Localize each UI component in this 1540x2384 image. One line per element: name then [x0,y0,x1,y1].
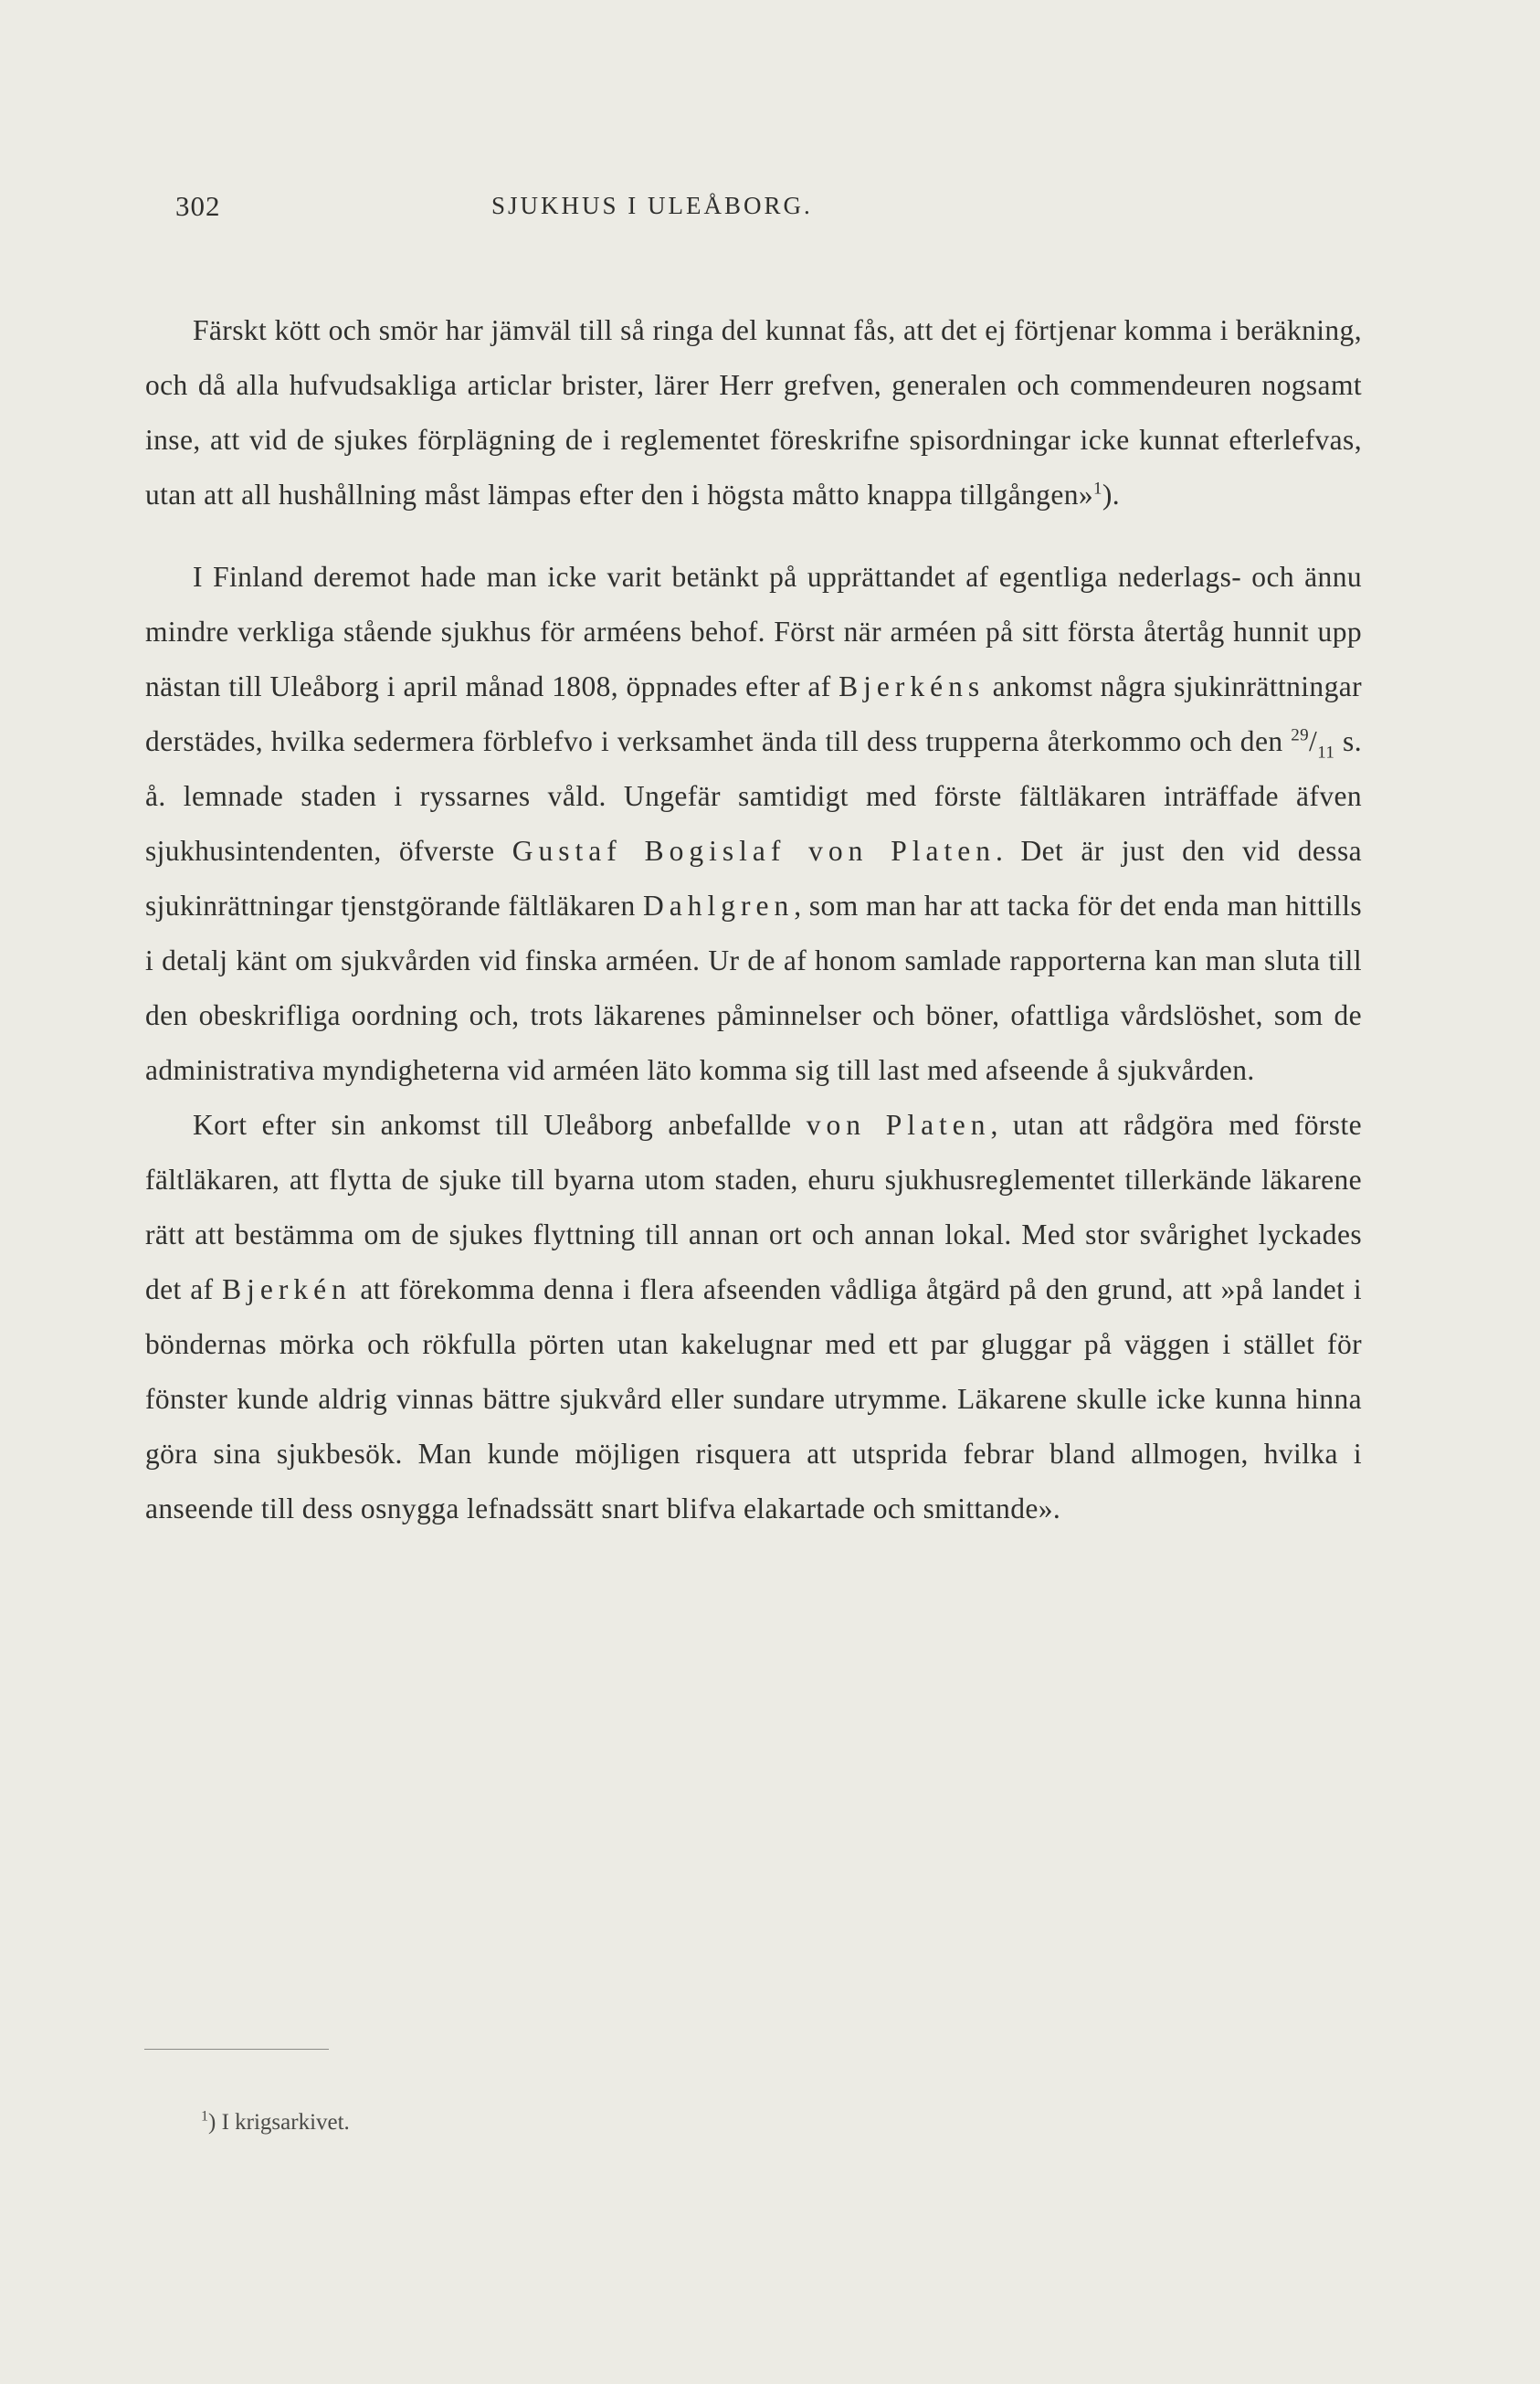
paragraph-2-text: s. å. lemnade staden i ryssarnes våld. Ungefär samtidigt med förste fältläkaren inträffade äfven sjukhusintendenten, öfverste [145,725,1362,867]
paragraph-2-text: ankomst några sjukinrättningar derstädes, hvilka sedermera förblefvo i verksamhet ända till dess trupperna återkommo och den [145,670,1362,757]
paragraph-2 [145,550,1362,1098]
name-bjerken: Bjerkéns [839,670,986,702]
page-header [175,190,1363,236]
footnote-text: ) I krigsarkivet. [208,2110,350,2135]
name-platen: von Platen [806,1109,991,1141]
name-dahlgren: Dahlgren [643,890,795,922]
paragraph-1-end: ). [1102,479,1121,511]
name-bjerken: Bjerkén [222,1273,352,1305]
page-number: 302 [175,190,221,222]
name-platen: Gustaf Bogislaf von Platen [512,835,996,867]
paragraph-2-text: . Det är just den vid dessa sjukinrättningar tjenstgörande fältläkaren [145,835,1362,922]
date-separator: / [1309,725,1318,757]
paragraph-2-text: I Finland deremot hade man icke varit betänkt på upprättandet af egentliga nederlags- och ännu mindre verkliga stående sjukhus för arméens behof. Först när arméen på sitt första återtåg hunnit upp nästan till Uleåborg i april månad 1808, öppnades efter af [145,561,1362,702]
footnote-reference: 1 [1093,479,1102,499]
paragraph-2-text: , som man har att tacka för det enda man hittills i detalj känt om sjukvården vid finska arméen. Ur de af honom samlade rapporterna kan man sluta till den obeskrifliga oordning och, trots läkarenes påminnelser och böner, ofattliga vårdslöshet, som de administrativa myndigheterna vid arméen läto komma sig till last med afseende å sjukvården. [145,890,1363,1086]
footnote-divider [144,2049,329,2050]
paragraph-3-text: Kort efter sin ankomst till Uleåborg anbefallde [193,1109,807,1141]
footnote-marker: 1 [201,2108,208,2125]
paragraph-3-text: , utan att rådgöra med förste fältläkaren, att flytta de sjuke till byarna utom staden, ehuru sjukhusreglementet tillerkände läkarene rätt att bestämma om de sjukes flyttning till annan ort och annan lokal. Med stor svårighet lyckades det af [145,1109,1362,1305]
paragraph-1-text: Färskt kött och smör har jämväl till så ringa del kunnat fås, att det ej förtjenar komma i beräkning, och då alla hufvudsakliga articlar brister, lärer Herr grefven, generalen och commendeuren nogsamt inse, att vid de sjukes förplägning de i reglementet föreskrifne spisordningar icke kunnat efterlefvas, utan att all hushållning måst lämpas efter den i högsta måtto knappa tillgången» [145,314,1362,511]
paragraph-3 [145,1098,1362,1536]
body-text [145,303,1362,1536]
footnote [201,2110,350,2136]
date-month: 11 [1317,743,1335,763]
running-head: SJUKHUS I ULEÅBORG. [491,192,813,219]
paragraph-3-text: att förekomma denna i flera afseenden vådliga åtgärd på den grund, att »på landet i böndernas mörka och rökfulla pörten utan kakelugnar med ett par gluggar på väggen i stället för fönster kunde aldrig vinnas bättre sjukvård eller sundare utrymme. Läkarene skulle icke kunna hinna göra sina sjukbesök. Man kunde möjligen risquera att utsprida febrar bland allmogen, hvilka i anseende till dess osnygga lefnadssätt snart blifva elakartade och smittande». [145,1273,1362,1524]
date-day: 29 [1291,725,1310,745]
paragraph-1 [145,303,1362,522]
